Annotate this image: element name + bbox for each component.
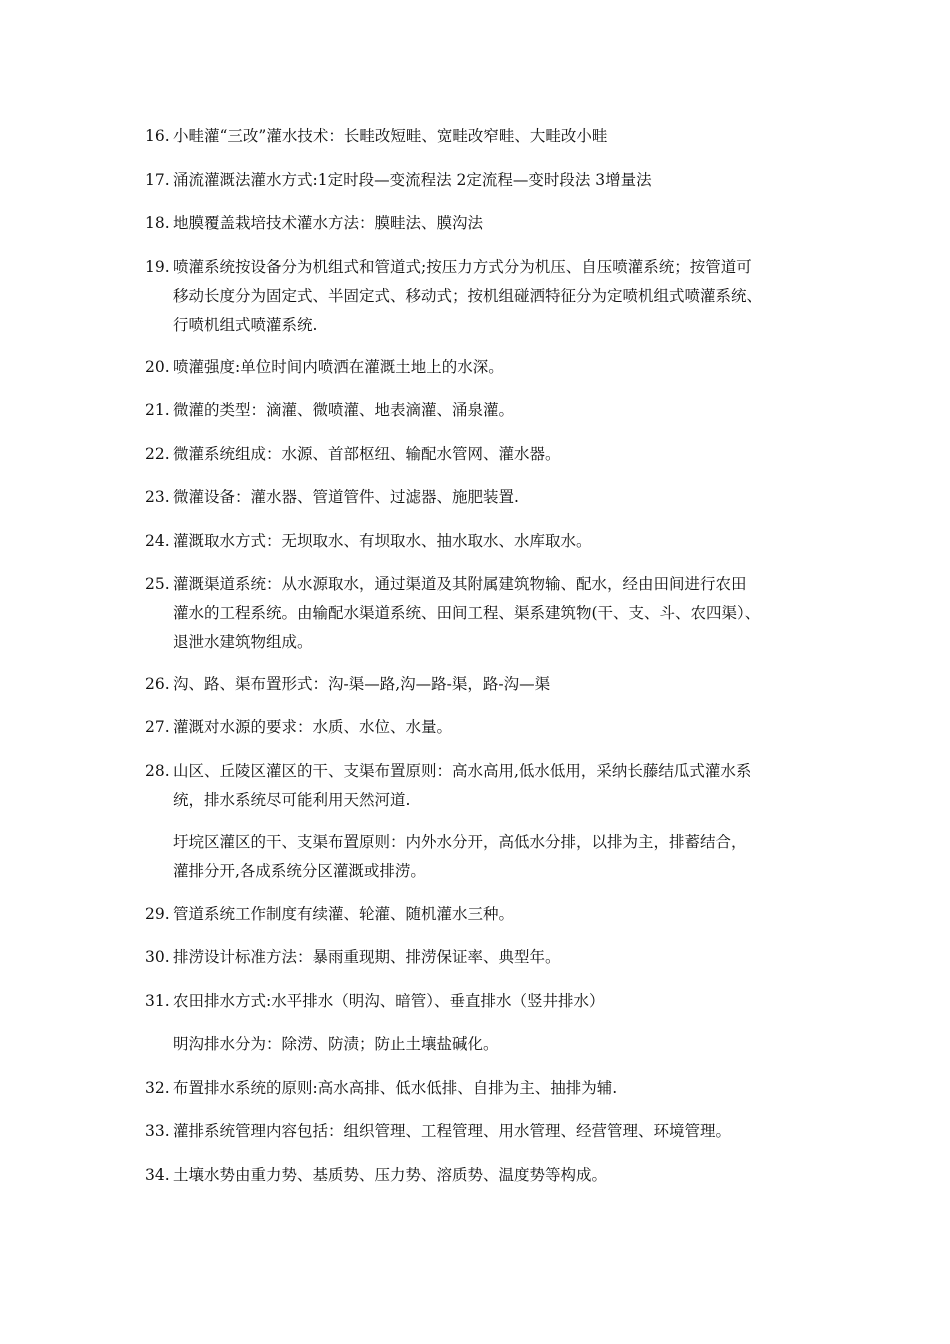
list-item	[145, 757, 845, 815]
item-number: 22.	[145, 445, 170, 463]
item-number: 23.	[145, 488, 170, 506]
item-text: 微灌系统组成：水源、首部枢纽、输配水管网、灌水器。	[173, 445, 561, 463]
item-text: 管道系统工作制度有续灌、轮灌、随机灌水三种。	[173, 905, 515, 923]
list-item	[145, 483, 845, 512]
list-item	[145, 396, 845, 425]
list-item	[145, 353, 845, 382]
list-item	[145, 440, 845, 469]
item-text-continuation: 退泄水建筑物组成。	[173, 633, 313, 651]
list-item	[145, 570, 845, 657]
item-number: 18.	[145, 214, 170, 232]
item-number: 19.	[145, 258, 170, 276]
list-item	[145, 943, 845, 972]
list-item	[145, 122, 845, 151]
item-text: 喷灌强度:单位时间内喷洒在灌溉土地上的水深。	[173, 358, 504, 376]
list-item	[145, 527, 845, 556]
item-text: 土壤水势由重力势、基质势、压力势、溶质势、温度势等构成。	[173, 1166, 608, 1184]
item-number: 17.	[145, 171, 170, 189]
item-number: 29.	[145, 905, 170, 923]
sub-paragraph-text: 灌排分开,各成系统分区灌溉或排涝。	[173, 862, 426, 880]
list-item	[145, 1161, 845, 1190]
item-number: 26.	[145, 675, 170, 693]
item-text: 灌溉渠道系统：从水源取水，通过渠道及其附属建筑物输、配水，经由田间进行农田	[173, 575, 747, 593]
item-text-continuation: 移动长度分为固定式、半固定式、移动式；按机组碰洒特征分为定喷机组式喷灌系统、	[173, 287, 763, 305]
item-number: 28.	[145, 762, 170, 780]
sub-paragraph	[173, 1030, 853, 1059]
item-text: 排涝设计标准方法：暴雨重现期、排涝保证率、典型年。	[173, 948, 561, 966]
item-text: 小畦灌“三改”灌水技术：长畦改短畦、宽畦改窄畦、大畦改小畦	[173, 127, 608, 145]
item-text: 喷灌系统按设备分为机组式和管道式;按压力方式分为机压、自压喷灌系统；按管道可	[173, 258, 752, 276]
item-number: 25.	[145, 575, 170, 593]
item-number: 21.	[145, 401, 170, 419]
item-number: 20.	[145, 358, 170, 376]
item-text-continuation: 行喷机组式喷灌系统.	[173, 316, 318, 334]
item-number: 27.	[145, 718, 170, 736]
list-item	[145, 253, 845, 340]
item-text: 微灌的类型：滴灌、微喷灌、地表滴灌、涌泉灌。	[173, 401, 515, 419]
list-item	[145, 713, 845, 742]
item-text: 灌排系统管理内容包括：组织管理、工程管理、用水管理、经营管理、环境管理。	[173, 1122, 732, 1140]
list-item	[145, 1074, 845, 1103]
sub-paragraph-text: 明沟排水分为：除涝、防渍；防止土壤盐碱化。	[173, 1035, 499, 1053]
list-item	[145, 166, 845, 195]
item-text-continuation: 统，排水系统尽可能利用天然河道.	[173, 791, 411, 809]
item-text: 灌溉取水方式：无坝取水、有坝取水、抽水取水、水库取水。	[173, 532, 592, 550]
list-item	[145, 987, 845, 1016]
sub-paragraph-text: 圩垸区灌区的干、支渠布置原则：内外水分开，高低水分排，以排为主，排蓄结合，	[173, 833, 747, 851]
item-number: 16.	[145, 127, 170, 145]
item-text: 农田排水方式:水平排水（明沟、暗管）、垂直排水（竖井排水）	[173, 992, 605, 1010]
item-text: 灌溉对水源的要求：水质、水位、水量。	[173, 718, 453, 736]
item-number: 24.	[145, 532, 170, 550]
list-item	[145, 670, 845, 699]
item-number: 32.	[145, 1079, 170, 1097]
list-item	[145, 900, 845, 929]
item-number: 34.	[145, 1166, 170, 1184]
item-number: 30.	[145, 948, 170, 966]
item-text-continuation: 灌水的工程系统。由输配水渠道系统、田间工程、渠系建筑物(干、支、斗、农四渠）、	[173, 604, 761, 622]
item-number: 33.	[145, 1122, 170, 1140]
item-number: 31.	[145, 992, 170, 1010]
item-text: 涌流灌溉法灌水方式:1定时段—变流程法 2定流程—变时段法 3增量法	[173, 171, 652, 189]
item-text: 微灌设备：灌水器、管道管件、过滤器、施肥装置.	[173, 488, 519, 506]
item-text: 布置排水系统的原则:高水高排、低水低排、自排为主、抽排为辅.	[173, 1079, 618, 1097]
item-text: 沟、路、渠布置形式：沟-渠—路,沟—路-渠，路-沟—渠	[173, 675, 551, 693]
list-item	[145, 209, 845, 238]
sub-paragraph	[173, 828, 853, 886]
item-text: 山区、丘陵区灌区的干、支渠布置原则：高水高用,低水低用，采纳长藤结瓜式灌水系	[173, 762, 752, 780]
item-text: 地膜覆盖栽培技术灌水方法：膜畦法、膜沟法	[173, 214, 484, 232]
list-item	[145, 1117, 845, 1146]
